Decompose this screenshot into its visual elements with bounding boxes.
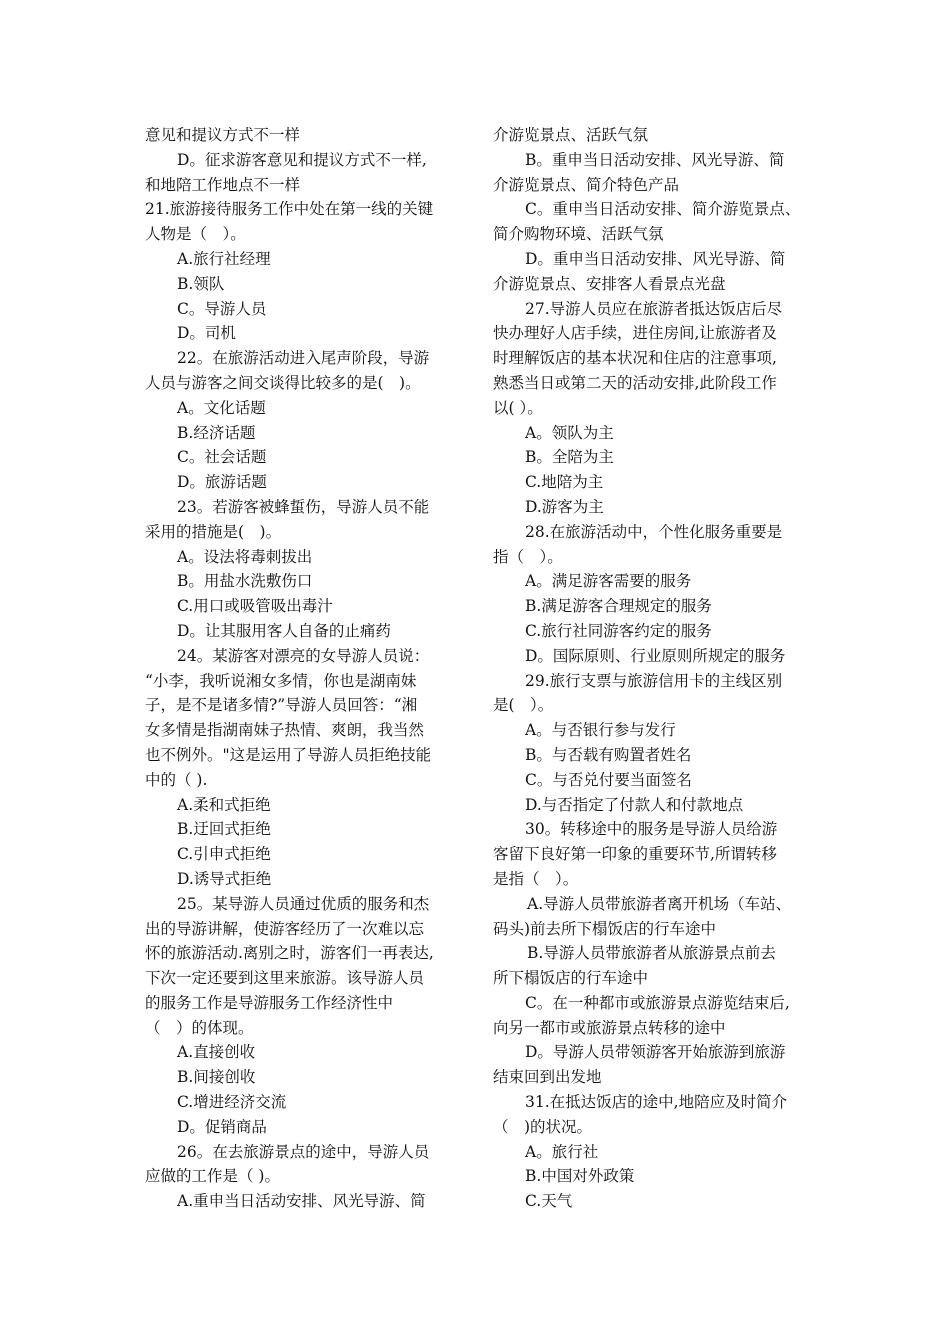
text-line: A.柔和式拒绝 bbox=[177, 795, 271, 814]
text-line: 时理解饭店的基本状况和住店的注意事项, bbox=[493, 349, 777, 368]
text-line: 女多情是指湖南妹子热情、爽朗，我当然 bbox=[145, 721, 425, 740]
text-line: B。全陪为主 bbox=[525, 448, 614, 467]
text-line: C.引申式拒绝 bbox=[177, 845, 271, 864]
text-line: C。与否兑付要当面签名 bbox=[525, 770, 692, 789]
text-line: C。重申当日活动安排、简介游览景点、 bbox=[525, 200, 801, 219]
text-line: B.经济话题 bbox=[177, 423, 256, 442]
text-line: 介游览景点、简介特色产品 bbox=[493, 175, 680, 194]
text-line: B.满足游客合理规定的服务 bbox=[525, 597, 712, 616]
text-line: A。领队为主 bbox=[525, 423, 614, 442]
text-line: D。导游人员带领游客开始旅游到旅游 bbox=[525, 1043, 786, 1062]
text-line: 21.旅游接待服务工作中处在第一线的关键 bbox=[145, 200, 434, 219]
text-line: 指（ ）。 bbox=[493, 547, 563, 566]
text-line: 31.在抵达饭店的途中,地陪应及时简介 bbox=[525, 1093, 788, 1112]
text-line: 28.在旅游活动中，个性化服务重要是 bbox=[525, 522, 783, 541]
text-line: 怀的旅游活动.离别之时，游客们一再表达, bbox=[145, 944, 434, 963]
text-line: 以( ）。 bbox=[493, 398, 543, 417]
text-line: D。国际原则、行业原则所规定的服务 bbox=[525, 646, 786, 665]
text-line: 也不例外。"这是运用了导游人员拒绝技能 bbox=[145, 745, 432, 764]
text-line: 是( ）。 bbox=[493, 696, 554, 715]
text-line: D.诱导式拒绝 bbox=[177, 869, 272, 888]
text-line: A。文化话题 bbox=[177, 398, 266, 417]
text-line: B。用盐水洗敷伤口 bbox=[177, 572, 313, 591]
text-line: A。满足游客需要的服务 bbox=[525, 572, 692, 591]
text-line: 30。转移途中的服务是导游人员给游 bbox=[525, 820, 778, 839]
text-line: D.游客为主 bbox=[525, 497, 604, 516]
text-line: C.地陪为主 bbox=[525, 473, 604, 492]
text-line: 26。在去旅游景点的途中，导游人员 bbox=[177, 1142, 430, 1161]
left-column bbox=[145, 123, 463, 1214]
text-line: B.导游人员带旅游者从旅游景点前去 bbox=[527, 944, 776, 963]
text-line: 24。某游客对漂亮的女导游人员说： bbox=[177, 646, 430, 665]
text-line: C.天气 bbox=[525, 1192, 573, 1211]
text-line: B。重申当日活动安排、风光导游、简 bbox=[525, 150, 785, 169]
text-line: D。旅游话题 bbox=[177, 473, 267, 492]
text-line: D。促销商品 bbox=[177, 1117, 267, 1136]
text-line: A.直接创收 bbox=[177, 1043, 256, 1062]
text-line: 22。在旅游活动进入尾声阶段，导游 bbox=[177, 349, 430, 368]
text-line: B.中国对外政策 bbox=[525, 1167, 635, 1186]
text-line: C.用口或吸管吸出毒汁 bbox=[177, 597, 333, 616]
text-line: 结束回到出发地 bbox=[493, 1068, 602, 1087]
text-line: 熟悉当日或第二天的活动安排,此阶段工作 bbox=[493, 373, 777, 392]
text-line: 和地陪工作地点不一样 bbox=[145, 175, 301, 194]
text-line: （ )的状况。 bbox=[493, 1117, 593, 1136]
text-line: A.旅行社经理 bbox=[177, 249, 271, 268]
text-line: A。设法将毒刺拔出 bbox=[177, 547, 313, 566]
text-line: 23。若游客被蜂蜇伤，导游人员不能 bbox=[177, 497, 430, 516]
text-line: C。社会话题 bbox=[177, 448, 267, 467]
text-line: A.重申当日活动安排、风光导游、简 bbox=[177, 1192, 426, 1211]
text-line: “小李，我听说湘女多情，你也是湖南妹 bbox=[145, 671, 417, 690]
text-line: 的服务工作是导游服务工作经济性中 bbox=[145, 993, 394, 1012]
text-line: 子，是不是诸多情?”导游人员回答：“湘 bbox=[145, 696, 418, 715]
text-line: 客留下良好第一印象的重要环节,所谓转移 bbox=[493, 845, 777, 864]
text-line: D。征求游客意见和提议方式不一样, bbox=[177, 150, 427, 169]
text-line: 快办理好人店手续，进住房间,让旅游者及 bbox=[493, 324, 777, 343]
text-line: C。在一种都市或旅游景点游览结束后, bbox=[525, 993, 790, 1012]
text-line: 27.导游人员应在旅游者抵达饭店后尽 bbox=[525, 299, 783, 318]
text-line: 意见和提议方式不一样 bbox=[145, 126, 301, 144]
text-line: 人员与游客之间交谈得比较多的是( )。 bbox=[145, 373, 421, 392]
text-line: A。旅行社 bbox=[525, 1142, 599, 1161]
text-line: 应做的工作是（ )。 bbox=[145, 1167, 280, 1186]
text-line: 介游览景点、安排客人看景点光盘 bbox=[493, 274, 726, 293]
text-line: 简介购物环境、活跃气氛 bbox=[493, 225, 664, 244]
text-line: B.领队 bbox=[177, 274, 225, 293]
text-line: D。让其服用客人自备的止痛药 bbox=[177, 621, 391, 640]
text-line: A.导游人员带旅游者离开机场（车站、 bbox=[527, 894, 792, 913]
text-line: C。导游人员 bbox=[177, 299, 267, 318]
text-line: 是指（ ）。 bbox=[493, 869, 579, 888]
text-line: 介游览景点、活跃气氛 bbox=[493, 126, 649, 144]
text-line: 码头)前去所下榻饭店的行车途中 bbox=[493, 919, 717, 938]
text-line: D.与否指定了付款人和付款地点 bbox=[525, 795, 744, 814]
text-line: D。司机 bbox=[177, 324, 236, 343]
text-line: B。与否载有购置者姓名 bbox=[525, 745, 692, 764]
text-line: 所下榻饭店的行车途中 bbox=[493, 969, 649, 988]
text-line: A。与否银行参与发行 bbox=[525, 721, 676, 740]
text-line: 29.旅行支票与旅游信用卡的主线区别 bbox=[525, 671, 783, 690]
text-line: 采用的措施是( )。 bbox=[145, 522, 282, 541]
text-line: D。重申当日活动安排、风光导游、简 bbox=[525, 249, 786, 268]
text-line: 向另一都市或旅游景点转移的途中 bbox=[493, 1018, 726, 1037]
text-line: 25。某导游人员通过优质的服务和杰 bbox=[177, 894, 430, 913]
text-line: B.间接创收 bbox=[177, 1068, 256, 1087]
text-line: 中的（ ). bbox=[145, 770, 208, 789]
text-line: C.增进经济交流 bbox=[177, 1093, 287, 1112]
right-column bbox=[493, 123, 811, 1214]
text-line: 人物是（ ）。 bbox=[145, 225, 246, 244]
text-line: C.旅行社同游客约定的服务 bbox=[525, 621, 712, 640]
text-line: 出的导游讲解，使游客经历了一次难以忘 bbox=[145, 919, 425, 938]
text-line: （ ）的体现。 bbox=[145, 1018, 254, 1037]
text-line: 下次一定还要到这里来旅游。该导游人员 bbox=[145, 969, 425, 988]
text-line: B.迂回式拒绝 bbox=[177, 820, 271, 839]
